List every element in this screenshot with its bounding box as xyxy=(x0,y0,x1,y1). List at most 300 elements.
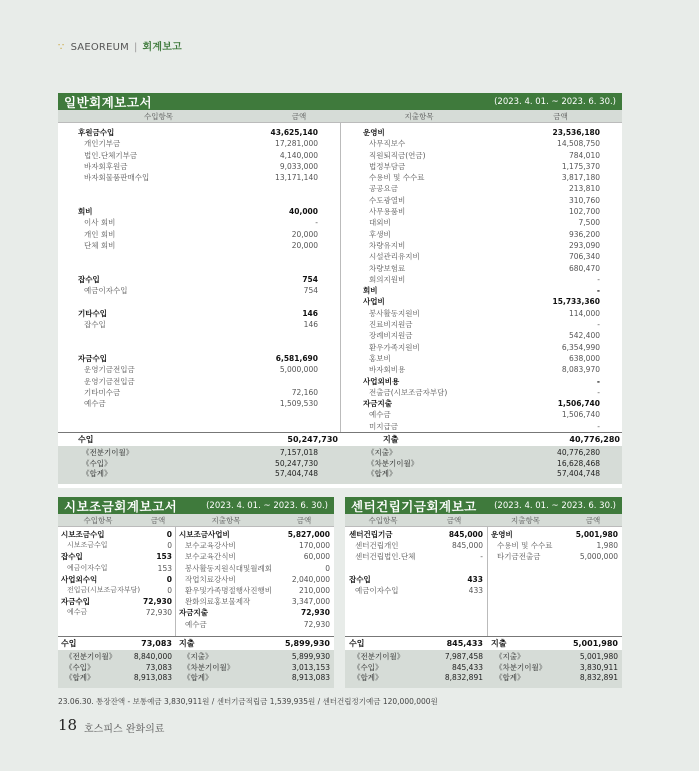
item-label: 시보조금수입 xyxy=(61,530,105,539)
income-row xyxy=(78,217,318,228)
item-label: 잡수입 xyxy=(84,320,106,330)
magazine-logo: 호스피스 완화의료 xyxy=(84,724,165,735)
income-row xyxy=(349,585,483,596)
section-title: 회계보고 xyxy=(142,42,182,53)
income-row xyxy=(349,551,483,562)
item-amount xyxy=(228,330,318,341)
summary-row xyxy=(349,673,483,684)
expense-row xyxy=(363,308,600,319)
income-row xyxy=(78,138,318,149)
item-label: 시보조금사업비 xyxy=(179,530,230,539)
income-row xyxy=(61,607,172,618)
expense-row xyxy=(363,195,600,206)
item-amount: 72,930 xyxy=(301,608,330,618)
income-row xyxy=(349,563,483,574)
income-row xyxy=(78,251,318,262)
expense-row xyxy=(363,240,600,251)
item-amount: 3,347,000 xyxy=(291,597,330,607)
item-amount: 1,509,530 xyxy=(279,399,318,409)
income-row xyxy=(78,296,318,307)
summary-amount: 3,830,911 xyxy=(579,662,618,672)
item-label: 전입금(시보조금자부담) xyxy=(67,585,141,594)
item-label: 운영기금전입금 xyxy=(84,376,135,386)
expense-row xyxy=(491,540,618,551)
general-report xyxy=(58,93,622,488)
item-label: 사업외비용 xyxy=(363,376,400,386)
income-row xyxy=(78,161,318,172)
item-label: 보수교육강사비 xyxy=(185,541,236,551)
summary-row xyxy=(349,652,483,663)
income-row xyxy=(78,319,318,330)
item-label: 예금이자수입 xyxy=(84,286,128,296)
item-amount: 170,000 xyxy=(298,541,330,551)
item-amount: 1,175,370 xyxy=(561,161,600,171)
item-amount: 936,200 xyxy=(568,229,600,239)
item-amount: - xyxy=(596,286,600,296)
item-amount: 5,827,000 xyxy=(287,530,330,539)
item-amount: 43,625,140 xyxy=(270,128,318,137)
item-amount: 23,536,180 xyxy=(552,128,600,137)
item-label: 개인기부금 xyxy=(84,139,121,149)
item-amount: - xyxy=(597,320,600,330)
item-label: 자금지출 xyxy=(179,608,208,618)
summary-row xyxy=(179,673,330,684)
income-row xyxy=(78,229,318,240)
expense-row xyxy=(363,398,600,409)
item-label: 예수금 xyxy=(369,410,391,420)
income-row xyxy=(78,398,318,409)
expense-row xyxy=(363,263,600,274)
item-label: 미지급금 xyxy=(369,421,398,431)
item-label: 공공요금 xyxy=(369,184,398,194)
item-label: 회의지원비 xyxy=(369,274,406,284)
expense-row xyxy=(363,421,600,432)
summary-label: 《전분기이월》 xyxy=(353,652,405,661)
expense-row xyxy=(363,127,600,138)
income-row xyxy=(78,353,318,364)
item-amount: 13,171,140 xyxy=(275,173,318,183)
expense-row xyxy=(363,217,600,228)
item-amount: 5,001,980 xyxy=(575,530,618,539)
item-amount: 114,000 xyxy=(568,308,600,318)
center-report-titlebar xyxy=(345,497,622,514)
item-amount: 102,700 xyxy=(568,207,600,217)
item-label: 사업외수익 xyxy=(61,574,98,584)
general-report-period: (2023. 4. 01. ~ 2023. 6. 30.) xyxy=(494,96,616,107)
general-report-column-header: 수입항목 금액 지출항목 금액 xyxy=(58,110,622,123)
item-amount: 40,000 xyxy=(289,207,318,217)
income-row xyxy=(78,274,318,285)
summary-label: 《지출》 xyxy=(183,652,213,661)
center-summary xyxy=(345,650,622,688)
item-amount: 8,083,970 xyxy=(561,365,600,375)
item-label: 개인 회비 xyxy=(84,229,116,239)
summary-label: 《지출》 xyxy=(367,448,397,457)
summary-label: 《전분기이월》 xyxy=(82,448,134,457)
item-amount: 784,010 xyxy=(568,150,600,160)
item-label: 센터건립개인 xyxy=(355,541,399,551)
item-amount: 7,500 xyxy=(578,218,600,228)
income-row xyxy=(78,172,318,183)
income-row xyxy=(78,308,318,319)
item-label: 자금수입 xyxy=(61,597,90,607)
expense-row xyxy=(363,229,600,240)
summary-label: 《지출》 xyxy=(495,652,525,661)
item-amount xyxy=(433,563,483,574)
summary-amount: 7,157,018 xyxy=(279,448,318,457)
expense-row xyxy=(363,376,600,387)
summary-label: 《합계》 xyxy=(65,673,95,682)
summary-row xyxy=(61,663,172,674)
item-amount: 1,506,740 xyxy=(557,399,600,409)
subsidy-summary xyxy=(58,650,334,688)
item-amount: 0 xyxy=(166,574,172,584)
expense-row xyxy=(363,274,600,285)
summary-label: 《합계》 xyxy=(353,673,383,682)
expense-row xyxy=(179,607,330,618)
summary-amount: 16,628,468 xyxy=(557,458,600,468)
item-amount: 680,470 xyxy=(568,263,600,273)
item-label: 이사 회비 xyxy=(84,218,116,228)
item-label: 잡수입 xyxy=(349,574,371,584)
summary-amount: 8,913,083 xyxy=(291,673,330,682)
general-expense-list xyxy=(363,127,600,432)
expense-row xyxy=(363,150,600,161)
item-amount: 0 xyxy=(167,541,172,551)
item-amount: 146 xyxy=(302,308,318,318)
item-amount: 72,160 xyxy=(291,387,318,397)
item-amount: 0 xyxy=(325,563,330,573)
item-amount xyxy=(228,183,318,194)
summary-label: 《차분기이월》 xyxy=(183,662,235,672)
item-label: 바자회후원금 xyxy=(84,161,128,171)
center-report-period: (2023. 4. 01. ~ 2023. 6. 30.) xyxy=(494,500,616,511)
center-report-title: 센터건립기금회계보고 xyxy=(351,498,477,514)
summary-label: 《합계》 xyxy=(367,469,397,478)
item-label: 회비 xyxy=(363,286,378,296)
item-amount: 72,930 xyxy=(145,608,172,618)
item-amount: 15,733,360 xyxy=(552,297,600,307)
item-label: 작업치료강사비 xyxy=(185,574,236,584)
expense-row xyxy=(179,596,330,607)
income-row xyxy=(349,540,483,551)
item-amount: 1,506,740 xyxy=(561,410,600,420)
item-label: 센터건립기금 xyxy=(349,530,393,539)
item-label: 타기금전출금 xyxy=(497,552,541,562)
expense-row xyxy=(179,551,330,562)
summary-row xyxy=(61,652,172,663)
center-expense-list xyxy=(491,529,618,563)
summary-row xyxy=(491,663,618,674)
subsidy-report-titlebar xyxy=(58,497,334,514)
summary-amount: 8,913,083 xyxy=(133,673,172,682)
item-amount: 845,000 xyxy=(448,530,483,539)
item-label: 법정부담금 xyxy=(369,161,406,171)
item-label: 환우가족지원비 xyxy=(369,342,420,352)
item-label: 단체 회비 xyxy=(84,240,116,250)
item-amount xyxy=(228,251,318,262)
general-income-list xyxy=(78,127,318,409)
expense-row xyxy=(179,529,330,540)
expense-row xyxy=(363,161,600,172)
income-row xyxy=(78,206,318,217)
expense-row xyxy=(363,364,600,375)
item-amount: 0 xyxy=(167,585,172,595)
summary-row xyxy=(61,673,172,684)
item-label: 시설관리유지비 xyxy=(369,252,420,262)
item-label xyxy=(78,342,228,353)
item-amount: 2,040,000 xyxy=(291,574,330,584)
item-label: 회비 xyxy=(78,207,93,217)
item-amount: 6,581,690 xyxy=(275,353,318,363)
item-amount: 9,033,000 xyxy=(279,161,318,171)
item-label xyxy=(78,330,228,341)
item-label xyxy=(78,195,228,206)
item-amount: 706,340 xyxy=(568,252,600,262)
subsidy-total-row: 수입 73,083 지출 5,899,930 xyxy=(58,636,334,650)
general-report-title: 일반회계보고서 xyxy=(64,94,153,110)
summary-amount: 8,832,891 xyxy=(579,673,618,682)
expense-row xyxy=(363,330,600,341)
expense-row xyxy=(179,563,330,574)
expense-row xyxy=(363,285,600,296)
item-label xyxy=(78,296,228,307)
summary-label: 《수입》 xyxy=(353,662,383,672)
summary-amount: 50,247,730 xyxy=(275,458,318,468)
subsidy-report-title: 시보조금회계보고서 xyxy=(64,498,178,514)
summary-row xyxy=(491,673,618,684)
item-amount: 433 xyxy=(467,574,483,584)
summary-amount: 5,001,980 xyxy=(579,652,618,661)
item-label: 센터건립법인.단체 xyxy=(355,552,416,562)
summary-label: 《합계》 xyxy=(82,469,112,478)
item-label: 전출금(시보조금자부담) xyxy=(369,387,448,397)
summary-amount: 73,083 xyxy=(145,662,172,672)
income-row xyxy=(61,574,172,585)
item-amount: 14,508,750 xyxy=(557,139,600,149)
item-amount: 213,810 xyxy=(568,184,600,194)
balance-footnote: 23.06.30. 통장잔액 - 보통예금 3,830,911원 / 센터기금적립금 1,539,935원 / 센터건립정기예금 120,000,000원 xyxy=(58,697,438,706)
summary-label: 《합계》 xyxy=(495,673,525,682)
item-label: 운영비 xyxy=(363,128,385,137)
item-label: 예수금 xyxy=(84,399,106,409)
dots-icon: ∵ xyxy=(58,42,65,53)
income-row xyxy=(78,127,318,138)
general-report-titlebar xyxy=(58,93,622,110)
expense-row xyxy=(363,296,600,307)
item-amount: 17,281,000 xyxy=(275,139,318,149)
item-label: 홍보비 xyxy=(369,353,391,363)
item-label: 시보조금수입 xyxy=(67,541,108,550)
subsidy-income-list xyxy=(61,529,172,619)
item-amount xyxy=(228,263,318,274)
item-amount xyxy=(228,296,318,307)
item-label: 봉사활동지원비 xyxy=(369,308,420,318)
summary-row xyxy=(179,652,330,663)
item-label: 사무용품비 xyxy=(369,207,406,217)
item-label: 잡수입 xyxy=(61,552,83,562)
income-row xyxy=(349,529,483,540)
income-row xyxy=(78,195,318,206)
summary-amount: 8,832,891 xyxy=(444,673,483,682)
item-amount: 5,000,000 xyxy=(279,365,318,375)
item-amount: - xyxy=(596,376,600,386)
page-header: ∵ SAEOREUM | 회계보고 xyxy=(58,42,182,53)
item-label: 수용비 및 수수료 xyxy=(497,541,553,551)
item-label: 바자회비용 xyxy=(369,365,406,375)
subsidy-expense-list xyxy=(179,529,330,630)
item-label: 사업비 xyxy=(363,297,385,307)
item-label: 보수교육간식비 xyxy=(185,552,236,562)
item-label: 운영비 xyxy=(491,530,513,539)
item-label: 후원금수입 xyxy=(78,128,115,137)
item-label: 기타수입 xyxy=(78,308,107,318)
item-amount: 433 xyxy=(468,585,483,595)
item-label: 수용비 및 수수료 xyxy=(369,173,425,183)
summary-label: 《차분기이월》 xyxy=(495,662,547,672)
item-amount: 20,000 xyxy=(291,229,318,239)
center-report-column-header: 수입항목 금액 지출항목 금액 xyxy=(345,514,622,527)
summary-row xyxy=(491,652,618,663)
income-row xyxy=(78,330,318,341)
summary-row xyxy=(349,663,483,674)
item-label xyxy=(78,183,228,194)
item-amount: - xyxy=(315,218,318,228)
income-row xyxy=(78,183,318,194)
item-amount: 210,000 xyxy=(298,585,330,595)
item-label: 자금수입 xyxy=(78,353,107,363)
item-amount: 20,000 xyxy=(291,240,318,250)
item-label: 법인.단체기부금 xyxy=(84,150,138,160)
item-amount: 72,930 xyxy=(143,597,172,607)
item-label: 수도광열비 xyxy=(369,195,406,205)
item-amount: 0 xyxy=(166,530,172,539)
item-amount: 6,354,990 xyxy=(561,342,600,352)
item-amount: 146 xyxy=(303,320,318,330)
income-row xyxy=(61,540,172,551)
income-row xyxy=(78,376,318,387)
summary-amount: 40,776,280 xyxy=(557,448,600,457)
item-label: 직원퇴직금(연금) xyxy=(369,150,426,160)
item-amount: - xyxy=(480,552,483,562)
expense-row xyxy=(363,409,600,420)
item-label: 차량보험료 xyxy=(369,263,406,273)
summary-row xyxy=(179,663,330,674)
item-label: 예수금 xyxy=(67,608,88,617)
summary-amount: 5,899,930 xyxy=(291,652,330,661)
summary-label: 《합계》 xyxy=(183,673,213,682)
item-label: 차량유지비 xyxy=(369,240,406,250)
income-row xyxy=(78,240,318,251)
summary-row xyxy=(363,448,600,459)
item-amount: - xyxy=(597,387,600,397)
subsidy-report-period: (2023. 4. 01. ~ 2023. 6. 30.) xyxy=(206,500,328,511)
income-row xyxy=(61,551,172,562)
item-label: 장례비지원금 xyxy=(369,331,413,341)
income-row xyxy=(78,263,318,274)
item-amount: 1,980 xyxy=(596,541,618,551)
expense-row xyxy=(179,585,330,596)
summary-label: 《수입》 xyxy=(82,458,112,468)
income-row xyxy=(78,387,318,398)
summary-row xyxy=(78,459,318,470)
item-amount: 310,760 xyxy=(568,195,600,205)
expense-row xyxy=(363,353,600,364)
item-amount: 60,000 xyxy=(303,552,330,562)
item-label: 잡수입 xyxy=(78,274,100,284)
expense-row xyxy=(363,387,600,398)
subsidy-report-column-header: 수입항목 금액 지출항목 금액 xyxy=(58,514,334,527)
item-label: 예수금 xyxy=(185,619,207,629)
expense-row xyxy=(363,342,600,353)
item-amount: 72,930 xyxy=(303,619,330,629)
expense-row xyxy=(491,529,618,540)
item-amount: 4,140,000 xyxy=(279,150,318,160)
income-row xyxy=(61,563,172,574)
item-label: 후생비 xyxy=(369,229,391,239)
item-label: 진료비지원금 xyxy=(369,320,413,330)
summary-row xyxy=(363,469,600,480)
income-row xyxy=(78,364,318,375)
summary-label: 《전분기이월》 xyxy=(65,652,117,661)
item-amount: 293,090 xyxy=(568,240,600,250)
item-amount: - xyxy=(597,421,600,431)
summary-amount: 8,840,000 xyxy=(133,652,172,661)
item-amount xyxy=(228,195,318,206)
expense-row xyxy=(179,619,330,630)
item-label xyxy=(349,563,433,574)
item-label: 바자회물품판매수입 xyxy=(84,173,150,183)
summary-label: 《차분기이월》 xyxy=(367,458,419,468)
item-amount: 3,817,180 xyxy=(561,173,600,183)
general-total-row: 수입 50,247,730 지출 40,776,280 xyxy=(58,432,622,446)
item-label: 예금이자수입 xyxy=(355,585,399,595)
item-label: 사무직보수 xyxy=(369,139,406,149)
item-label: 환우및가족명절행사진행비 xyxy=(185,585,272,595)
summary-amount: 57,404,748 xyxy=(557,469,600,478)
item-label: 운영기금전입금 xyxy=(84,365,135,375)
item-label: 기타미수금 xyxy=(84,387,121,397)
expense-row xyxy=(363,172,600,183)
item-amount: 754 xyxy=(303,286,318,296)
item-label xyxy=(78,251,228,262)
item-label: 봉사활동지원식대및월례회 xyxy=(185,563,272,573)
summary-label: 《수입》 xyxy=(65,662,95,672)
item-amount: 754 xyxy=(302,274,318,284)
item-label: 완화의료홍보물제작 xyxy=(185,597,251,607)
item-amount: 153 xyxy=(156,552,172,562)
income-row xyxy=(78,150,318,161)
expense-row xyxy=(363,183,600,194)
page-number: 18 xyxy=(58,716,78,734)
summary-amount: 57,404,748 xyxy=(275,469,318,478)
expense-row xyxy=(491,551,618,562)
income-row xyxy=(61,585,172,596)
item-label: 대외비 xyxy=(369,218,391,228)
brand-name: SAEOREUM xyxy=(70,42,129,53)
item-amount: 845,000 xyxy=(451,541,483,551)
item-amount: 542,400 xyxy=(568,331,600,341)
expense-row xyxy=(363,138,600,149)
center-income-list xyxy=(349,529,483,596)
item-label: 자금지출 xyxy=(363,399,392,409)
expense-row xyxy=(363,251,600,262)
item-amount: - xyxy=(597,274,600,284)
income-row xyxy=(349,574,483,585)
expense-row xyxy=(179,540,330,551)
item-amount: 638,000 xyxy=(568,353,600,363)
income-row xyxy=(78,285,318,296)
